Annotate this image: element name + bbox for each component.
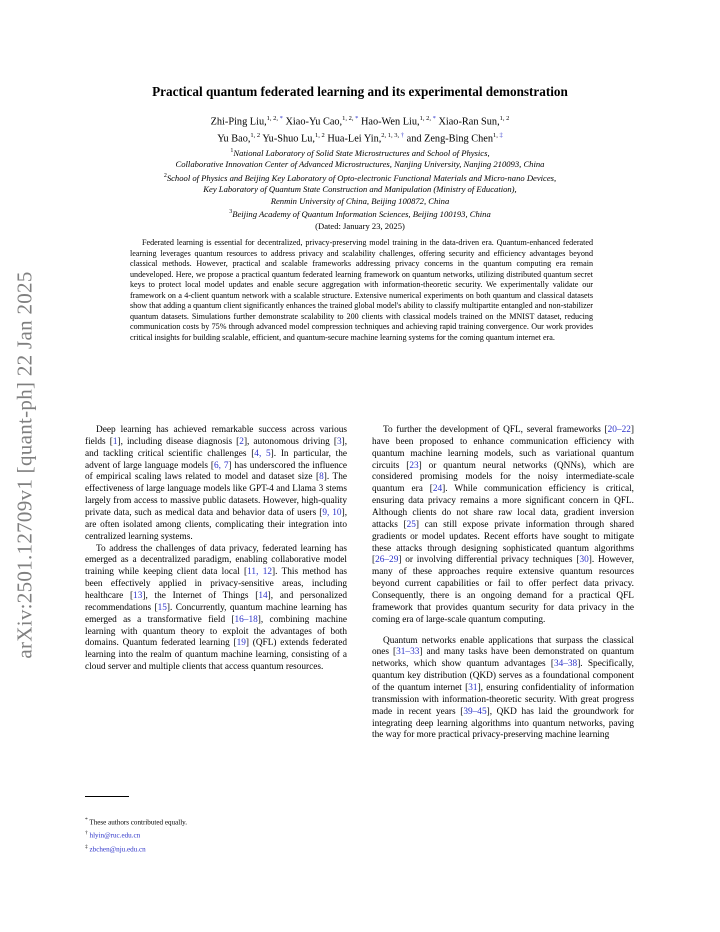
author-affiliation-marks: 1, 2, *	[266, 115, 283, 122]
author-note-mark[interactable]: ‡	[497, 132, 503, 140]
footnote	[85, 842, 347, 855]
left-column	[85, 425, 347, 674]
abstract	[130, 238, 593, 343]
affiliation-line	[0, 146, 720, 159]
affiliation-text: National Laboratory of Solid State Microstructures and School of Physics,	[233, 147, 490, 158]
author-name: Hao-Wen Liu,	[360, 116, 420, 128]
author-name: Yu Bao,	[217, 133, 251, 145]
citation-link[interactable]: 15	[157, 602, 167, 613]
body-paragraph: Deep learning has achieved remarkable success across various fields [1], including disease diagnosis [2], autonomous driving [3], and tackling critical scientific challenges [4, 5]. In particular, the advent of large language models [6, 7] has underscored the influence of empirical scaling laws related to model and dataset size [8]. The effectiveness of large language models like GPT-4 and Llama 3 stems largely from access to massive public datasets. However, high-quality private data, such as medical data and behavior data of users [9, 10], are often isolated among clients, complicating their integration into centralized learning systems.	[85, 425, 348, 542]
affiliation-line	[0, 159, 720, 171]
citation-link[interactable]: 11, 12	[247, 567, 273, 578]
author-affiliation-marks: 1, 2	[315, 132, 325, 140]
citation-link[interactable]: 24	[432, 484, 443, 495]
author-note-mark[interactable]: *	[353, 115, 359, 122]
affiliation-number: 1	[230, 148, 234, 154]
citation-link[interactable]: 31–33	[396, 647, 420, 658]
author-affiliation-marks: 1, 2	[250, 132, 261, 140]
citation-link[interactable]: 20–22	[607, 425, 631, 435]
footnote	[85, 815, 347, 828]
affiliation-text: Renmin University of China, Beijing 100872, China	[270, 195, 450, 206]
affiliation-list	[0, 146, 720, 221]
footnote-mark: *	[85, 817, 88, 823]
footnote-text: These authors contributed equally.	[87, 818, 188, 827]
right-column	[372, 425, 634, 742]
affiliation-text: Beijing Academy of Quantum Information Sciences, Beijing 100193, China	[232, 209, 491, 220]
author-name: and Zeng-Bing Chen	[406, 133, 493, 145]
citation-link[interactable]: 25	[406, 519, 416, 530]
footnote-mark: †	[85, 830, 88, 837]
citation-link[interactable]: 30	[579, 555, 589, 566]
citation-link[interactable]: 26–29	[375, 555, 399, 566]
affiliation-line	[0, 196, 720, 208]
citation-link[interactable]: 9, 10	[322, 508, 342, 519]
author-name: Xiao-Yu Cao,	[285, 116, 343, 128]
author-affiliation-marks: 1, 2	[499, 115, 510, 122]
affiliation-text: School of Physics and Beijing Key Laboratory of Opto-electronic Functional Materials and Micro-nano Devices,	[166, 172, 557, 183]
citation-link[interactable]: 23	[409, 460, 419, 471]
citation-link[interactable]: 14	[258, 591, 268, 602]
affiliation-text: Collaborative Innovation Center of Advanced Microstructures, Nanjing University, Nanjing 210093, China	[175, 159, 545, 170]
affiliations	[0, 146, 720, 232]
author-name: Xiao-Ran Sun,	[438, 116, 500, 128]
body-paragraph: Quantum networks enable applications that surpass the classical ones [31–33] and many tasks have been demonstrated on quantum networks, which show quantum advantages [34–38]. Specifically, quantum key distribution (QKD) serves as a foundational component of the quantum internet [31], ensuring confidentiality of information transmission with information-theoretic security. With great progress made in recent years [39–45], QKD has laid the groundwork for integrating deep learning algorithms into quantum networks, paving the way for more practical privacy-preserving machine learning	[372, 635, 634, 741]
affiliation-line	[0, 171, 720, 184]
paper-title: Practical quantum federated learning and its experimental demonstration	[152, 84, 568, 99]
paragraph-gap	[372, 627, 634, 636]
citation-link[interactable]: 8	[319, 472, 324, 483]
author-note-mark[interactable]: *	[278, 115, 283, 122]
author-name: Yu-Shuo Lu,	[262, 133, 316, 145]
affiliation-number: 3	[229, 209, 233, 216]
footnote-email-link[interactable]: hlyin@ruc.edu.cn	[87, 831, 141, 840]
citation-link[interactable]: 31	[468, 683, 478, 694]
affiliation-line	[0, 207, 720, 220]
author-affiliation-marks: 2, 1, 3, †	[381, 132, 405, 140]
author-note-mark[interactable]: *	[430, 115, 436, 122]
author-line-2	[0, 129, 720, 146]
dated-line: (Dated: January 23, 2025)	[315, 220, 405, 231]
citation-link[interactable]: 6, 7	[213, 460, 229, 471]
author-affiliation-marks: 1, 2, *	[419, 115, 436, 122]
citation-link[interactable]: 16–18	[234, 614, 258, 625]
author-affiliation-marks: 1, ‡	[493, 132, 503, 140]
affiliation-number: 2	[163, 172, 167, 179]
affiliation-text: Key Laboratory of Quantum State Construction and Manipulation (Ministry of Education),	[203, 184, 517, 195]
author-name: Hua-Lei Yin,	[327, 133, 382, 145]
affiliation-line	[0, 184, 720, 196]
author-note-mark[interactable]: †	[399, 132, 405, 140]
footnote	[85, 828, 347, 841]
citation-link[interactable]: 2	[239, 436, 244, 447]
author-list	[0, 112, 720, 147]
footnote-rule	[85, 796, 129, 797]
author-name: Zhi-Ping Liu,	[210, 116, 267, 128]
body-paragraph: To address the challenges of data privacy, federated learning has emerged as a decentralized paradigm, enabling collaborative model training while keeping client data local [11, 12]. This method has been effectively applied in privacy-sensitive areas, including healthcare [13], the Internet of Things [14], and personalized recommendations [15]. Concurrently, quantum machine learning has emerged as a transformative field [16–18], combining machine learning with quantum theory to exploit the advantages of both domains. Quantum federated learning [19] (QFL) extends federated learning into the realm of quantum machine learning, consisting of a cloud server and multiple clients that access quantum resources.	[85, 543, 348, 673]
footnotes	[85, 815, 347, 855]
citation-link[interactable]: 13	[133, 591, 143, 602]
citation-link[interactable]: 1	[112, 436, 118, 447]
footnote-email-link[interactable]: zbchen@nju.edu.cn	[87, 845, 146, 854]
arxiv-stamp	[10, 245, 40, 685]
author-line-1	[0, 112, 720, 129]
footnote-mark: ‡	[85, 843, 88, 850]
citation-link[interactable]: 34–38	[553, 659, 578, 670]
author-affiliation-marks: 1, 2, *	[342, 115, 359, 122]
citation-link[interactable]: 3	[336, 436, 342, 447]
body-paragraph: To further the development of QFL, several frameworks [20–22] have been proposed to enhance communication efficiency with quantum machine learning models, such as variational quantum circuits [23] or quantum neural networks (QNNs), which are considered promising models for the noisy intermediate-scale quantum era [24]. While communication efficiency is critical, ensuring data privacy remains a more significant concern in QFL. Although clients do not share raw local data, gradient inversion attacks [25] can still expose private information through shared gradients or model updates. Recent efforts have sought to mitigate these attacks through designing sophisticated quantum algorithms [26–29] or involving differential privacy techniques [30]. However, many of these approaches require extensive quantum resources beyond current capabilities or fail to offer perfect data privacy. Consequently, there is an ongoing demand for a practical QFL framework that provides quantum security for data privacy in the coming era of large-scale quantum computing.	[372, 425, 635, 625]
arxiv-id: arXiv:2501.12709v1 [quant-ph] 22 Jan 2025	[12, 271, 37, 659]
abstract-text: Federated learning is essential for decentralized, privacy-preserving model training in the data-driven era. Quantum-enhanced federated learning leverages quantum resources to address privacy and scalability challenges, offering security and efficiency advantages beyond classical methods. However, practical and scalable frameworks addressing privacy concerns in the quantum computing era remain undeveloped. Here, we propose a practical quantum federated learning framework on quantum networks, utilizing distributed quantum secret keys to protect local model updates and enable secure aggregation with information-theoretic security. We experimentally validate our framework on a 4-client quantum network with a scalable structure. Extensive numerical experiments on both quantum and classical datasets show that adding a quantum client significantly enhances the trained global model's ability to classify multipartite entangled and non-stabilizer quantum datasets. Simulations further demonstrate scalability to 200 clients with classical models trained on the MNIST dataset, reducing communication costs by 75% through advanced model compression techniques and achieving rapid training convergence. Our work provides critical insights for building scalable, efficient, and quantum-secure machine learning systems for the coming quantum internet era.	[130, 238, 593, 342]
citation-link[interactable]: 4, 5	[254, 448, 271, 459]
citation-link[interactable]: 19	[236, 638, 246, 649]
citation-link[interactable]: 39–45	[463, 706, 487, 717]
